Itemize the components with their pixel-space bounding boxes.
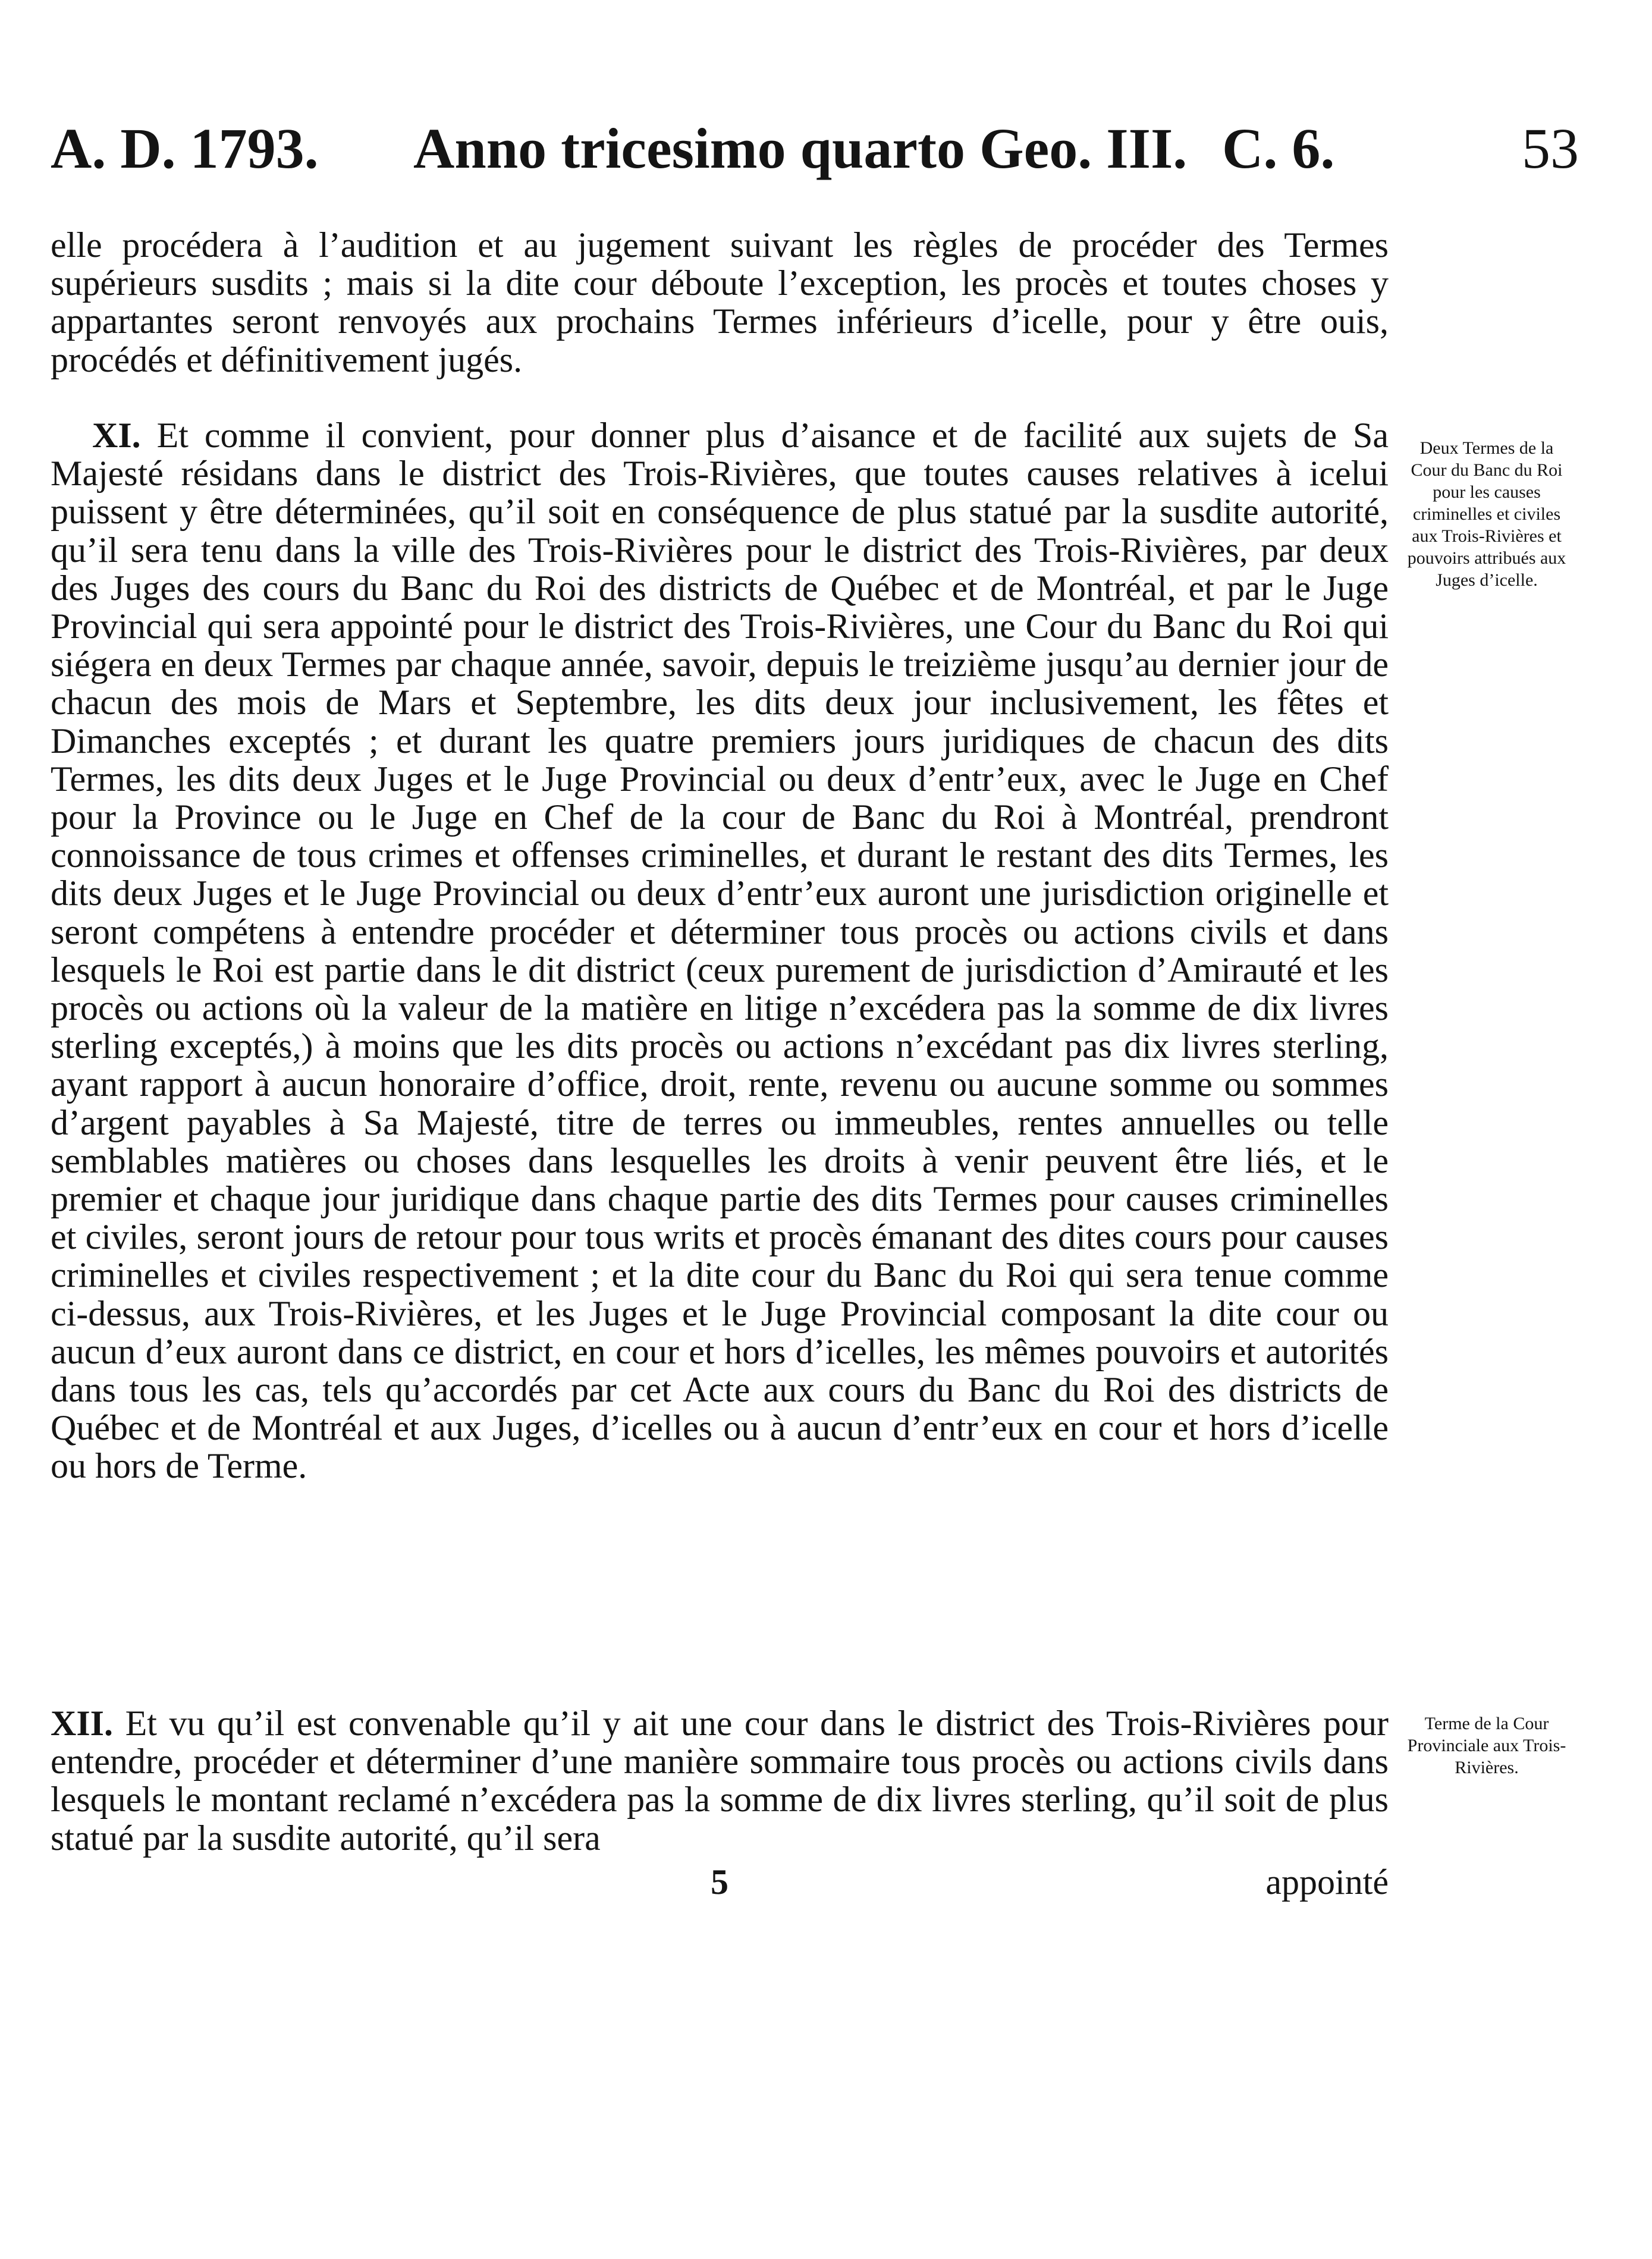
header-regnal-year: Anno tricesimo quarto Geo. III.	[413, 117, 1188, 180]
signature-mark: 5	[711, 1862, 728, 1902]
section-12-paragraph	[51, 1704, 1389, 1857]
page-number: 53	[1522, 117, 1579, 180]
catchword: appointé	[1265, 1862, 1389, 1902]
section-11-number: XI.	[92, 416, 141, 455]
page-footer	[51, 1858, 1389, 1906]
margin-note-section-11: Deux Termes de la Cour du Banc du Roi pour les causes criminelles et civiles aux Trois-Rivières et pouvoirs attribués aux Juges d’icelle.	[1407, 438, 1566, 590]
margin-note-section-12: Terme de la Cour Provinciale aux Trois-Rivières.	[1407, 1714, 1566, 1777]
section-11-paragraph	[51, 416, 1389, 1485]
section-12-number: XII.	[51, 1704, 114, 1743]
header-chapter: C. 6.	[1222, 117, 1335, 180]
running-header	[51, 113, 1579, 184]
section-11-text: Et comme il convient, pour donner plus d’aisance et de facilité aux sujets de Sa Majesté résidans dans le district des Trois-Rivières, que toutes causes relatives à icelui puissent y être déterminées, qu’il soit en conséquence de plus statué par la susdite autorité, qu’il sera tenu dans la ville des Trois-Rivières pour le district des Trois-Rivières, par deux des Juges des cours du Banc du Roi des districts de Québec et de Montréal, et par le Juge Provincial qui sera appointé pour le district des Trois-Rivières, une Cour du Banc du Roi qui siégera en deux Termes par chaque année, savoir, depuis le treizième jusqu’au dernier jour de chacun des mois de Mars et Septembre, les dits deux jour inclusivement, les fêtes et Dimanches exceptés ; et durant les quatre premiers jours juridiques de chacun des dits Termes, les dits deux Juges et le Juge Provincial ou deux d’entr’eux, avec le Juge en Chef pour la Province ou le Juge en Chef de la cour de Banc du Roi à Montréal, prendront connoissance de tous crimes et offenses criminelles, et durant le restant des dits Termes, les dits deux Juges et le Juge Provincial ou deux d’entr’eux auront une jurisdiction originelle et seront compétens à entendre procéder et déterminer tous procès ou actions civils et dans lesquels le Roi est partie dans le dit district (ceux purement de jurisdiction d’Amirauté et les procès ou actions où la valeur de la matière en litige n’excédera pas la somme de dix livres sterling exceptés,) à moins que les dits procès ou actions n’excédant pas dix livres sterling, ayant rapport à aucun honoraire d’office, droit, rente, revenu ou aucune somme ou sommes d’argent payables à Sa Majesté, titre de terres ou immeubles, rentes annuelles ou telle semblables matières ou choses dans lesquelles les droits à venir peuvent être liés, et le premier et chaque jour juridique dans chaque partie des dits Termes pour causes criminelles et civiles, seront jours de retour pour tous writs et procès émanant des dites cours pour causes criminelles et civiles respectivement ; et la dite cour du Banc du Roi qui sera tenue comme ci-dessus, aux Trois-Rivières, et les Juges et le Juge Provincial composant la dite cour ou aucun d’eux auront dans ce district, en cour et hors d’icelles, les mêmes pouvoirs et autorités dans tous les cas, tels qu’accordés par cet Acte aux cours du Banc du Roi des districts de Québec et de Montréal et aux Juges, d’icelles ou à aucun d’entr’eux en cour et hors d’icelle ou hors de Terme.	[51, 416, 1389, 1486]
header-year: A. D. 1793.	[51, 117, 319, 180]
continued-paragraph: elle procédera à l’audition et au jugement suivant les règles de procéder des Termes supérieurs susdits ; mais si la dite cour déboute l’exception, les procès et toutes choses y appartantes seront renvoyés aux prochains Termes inférieurs d’icelle, pour y être ouis, procédés et définitivement jugés.	[51, 225, 1389, 379]
section-12-text: Et vu qu’il est convenable qu’il y ait une cour dans le district des Trois-Rivières pour entendre, procéder et déterminer d’une manière sommaire tous procès ou actions civils dans lesquels le montant reclamé n’excédera pas la somme de dix livres sterling, qu’il soit de plus statué par la susdite autorité, qu’il sera	[51, 1704, 1389, 1858]
